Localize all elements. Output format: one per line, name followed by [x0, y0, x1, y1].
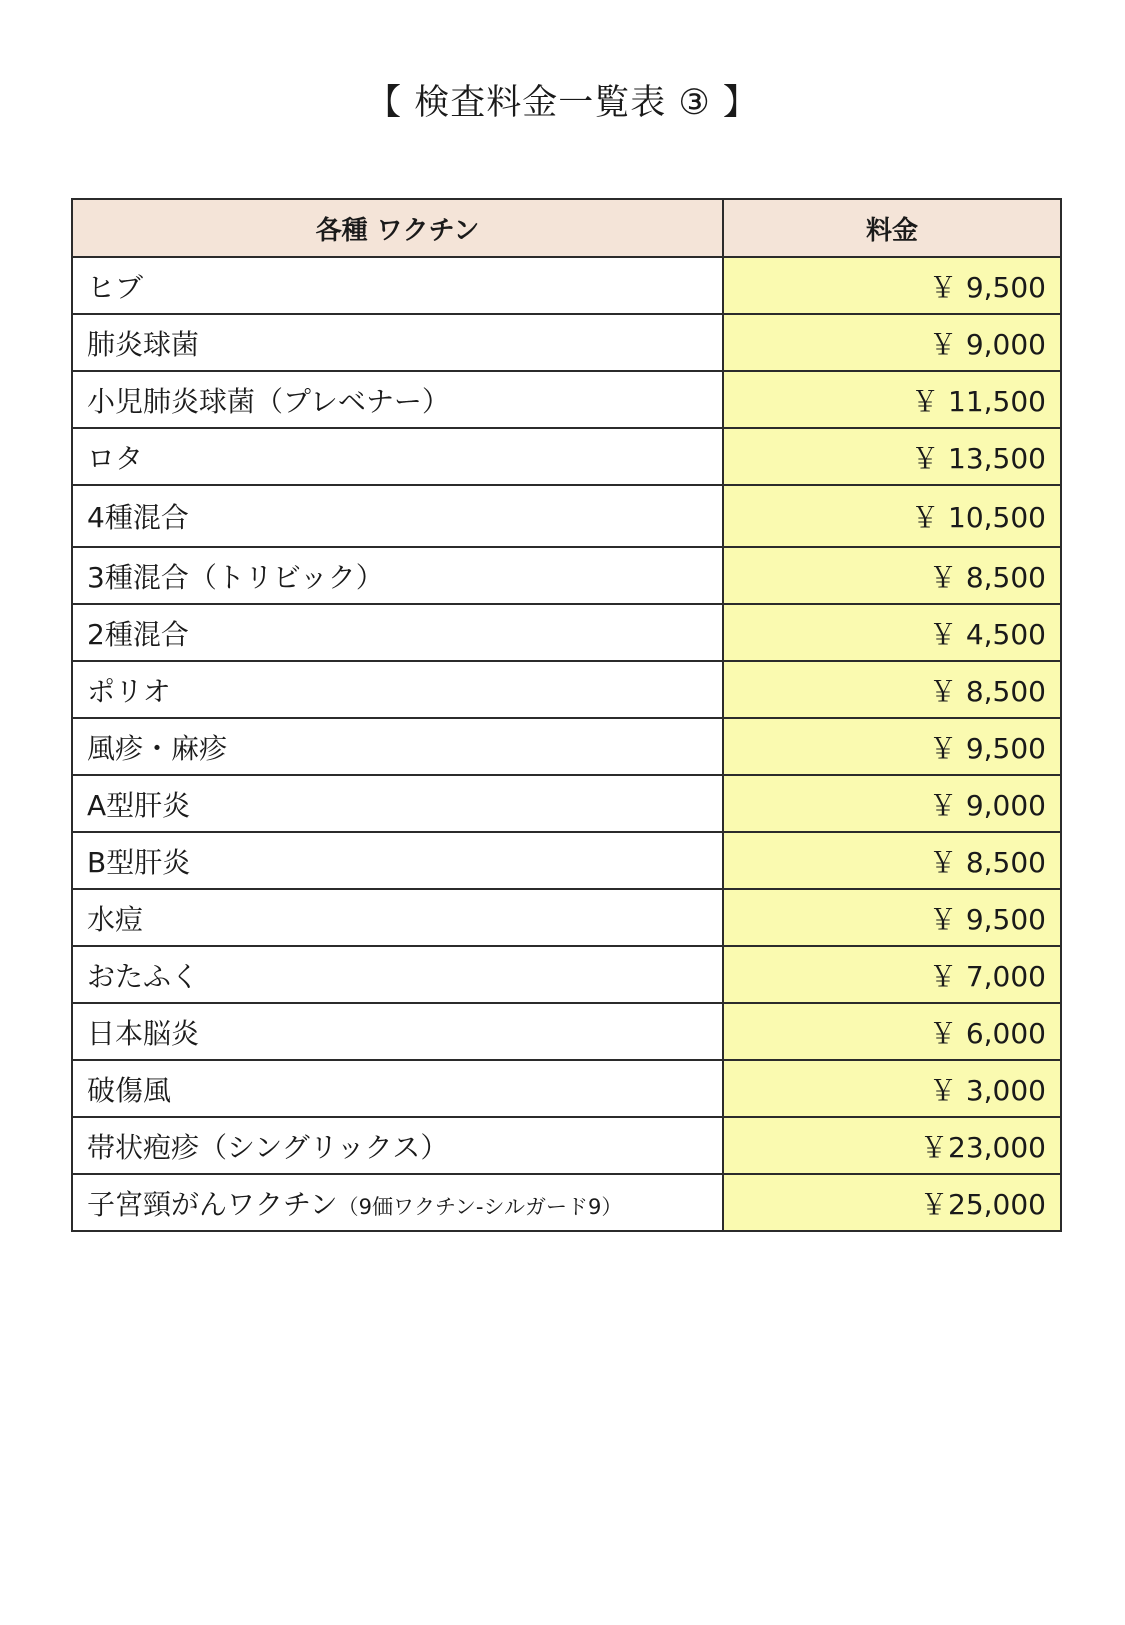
- vaccine-name: 風疹・麻疹: [72, 718, 723, 775]
- vaccine-name: おたふく: [72, 946, 723, 1003]
- table-row: [72, 314, 1061, 371]
- vaccine-price: ￥ 9,000: [723, 775, 1061, 832]
- table-row: [72, 1060, 1061, 1117]
- vaccine-price: ￥ 10,500: [723, 485, 1061, 547]
- vaccine-name: ロタ: [72, 428, 723, 485]
- table-row: [72, 775, 1061, 832]
- vaccine-price: ￥ 9,000: [723, 314, 1061, 371]
- vaccine-price: ￥ 9,500: [723, 718, 1061, 775]
- vaccine-price: ￥ 8,500: [723, 832, 1061, 889]
- vaccine-price: ￥ 8,500: [723, 661, 1061, 718]
- vaccine-price: ￥ 11,500: [723, 371, 1061, 428]
- vaccine-note: （9価ワクチン-シルガード9）: [337, 1194, 623, 1219]
- vaccine-name: A型肝炎: [72, 775, 723, 832]
- vaccine-price: ￥ 3,000: [723, 1060, 1061, 1117]
- table-row: [72, 604, 1061, 661]
- vaccine-price: ￥ 9,500: [723, 889, 1061, 946]
- table-row: [72, 428, 1061, 485]
- table-row: [72, 832, 1061, 889]
- table-row: [72, 1174, 1061, 1231]
- table-row: [72, 946, 1061, 1003]
- vaccine-name: ポリオ: [72, 661, 723, 718]
- vaccine-price: ￥ 13,500: [723, 428, 1061, 485]
- vaccine-price: ￥23,000: [723, 1117, 1061, 1174]
- vaccine-name: 2種混合: [72, 604, 723, 661]
- vaccine-name: 破傷風: [72, 1060, 723, 1117]
- header-price: 料金: [723, 199, 1061, 257]
- table-header-row: [72, 199, 1061, 257]
- table-row: [72, 718, 1061, 775]
- table-row: [72, 661, 1061, 718]
- table-row: [72, 1003, 1061, 1060]
- vaccine-name: 水痘: [72, 889, 723, 946]
- vaccine-price: ￥ 7,000: [723, 946, 1061, 1003]
- table-row: [72, 257, 1061, 314]
- vaccine-name: 肺炎球菌: [72, 314, 723, 371]
- vaccine-price: ￥ 4,500: [723, 604, 1061, 661]
- table-row: [72, 371, 1061, 428]
- vaccine-name: 帯状疱疹（シングリックス）: [72, 1117, 723, 1174]
- vaccine-name: 子宮頸がんワクチン: [87, 1187, 338, 1221]
- vaccine-name: 日本脳炎: [72, 1003, 723, 1060]
- vaccine-name: 小児肺炎球菌（プレベナー）: [72, 371, 723, 428]
- vaccine-price: ￥25,000: [723, 1174, 1061, 1231]
- table-row: [72, 1117, 1061, 1174]
- vaccine-price: ￥ 6,000: [723, 1003, 1061, 1060]
- vaccine-name-cell: [72, 1174, 723, 1231]
- vaccine-name: 3種混合（トリビック）: [72, 547, 723, 604]
- price-table: [71, 198, 1062, 1232]
- vaccine-price: ￥ 8,500: [723, 547, 1061, 604]
- table-row: [72, 485, 1061, 547]
- header-vaccine-name: 各種 ワクチン: [72, 199, 723, 257]
- page-title: 【 検査料金一覧表 ③ 】: [366, 83, 759, 123]
- vaccine-price: ￥ 9,500: [723, 257, 1061, 314]
- vaccine-name: B型肝炎: [72, 832, 723, 889]
- table-row: [72, 889, 1061, 946]
- vaccine-name: ヒブ: [72, 257, 723, 314]
- vaccine-name: 4種混合: [72, 485, 723, 547]
- table-row: [72, 547, 1061, 604]
